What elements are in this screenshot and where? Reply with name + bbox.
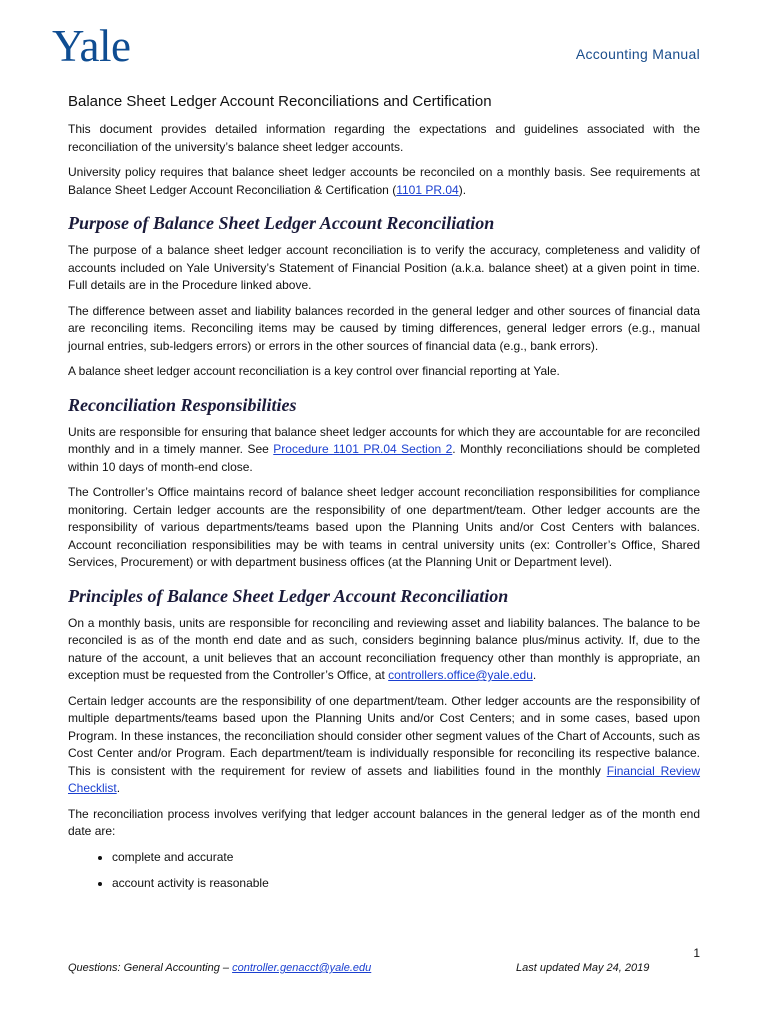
- checklist-link[interactable]: Financial Review Checklist: [68, 763, 701, 795]
- intro-paragraph-2: University policy requires that balance sheet ledger accounts be reconciled on a monthly basis. See requirements at Balance Sheet Ledger Account Reconciliation & Certification (1101 PR.04).: [68, 165, 700, 197]
- controllers-email-link[interactable]: controllers.office@yale.edu: [388, 668, 533, 682]
- last-updated: Last updated May 24, 2019: [516, 962, 650, 974]
- purpose-paragraph-2: The difference between asset and liability balances recorded in the general ledger and other sources of financial data are reconciling items. Reconciling items may be caused by timing differences, general ledger errors (e.g., manual journal entries, sub-ledgers errors) or errors in the other sources of financial data (e.g., bank errors).: [68, 303, 700, 353]
- principles-heading: Principles of Balance Sheet Ledger Account Reconciliation: [68, 585, 509, 606]
- footer: [68, 962, 668, 974]
- document-body: [68, 92, 700, 901]
- policy-link[interactable]: 1101 PR.04: [396, 182, 459, 197]
- document-title: Balance Sheet Ledger Account Reconciliations and Certification: [68, 93, 492, 110]
- responsibilities-paragraph-2: The Controller’s Office maintains record of balance sheet ledger account reconciliation responsibilities for compliance monitoring. Certain ledger accounts are the responsibility of one department/team. Other ledger accounts are the responsibility of various departments/teams based upon the Planning Units and/or Cost Centers with balances. Account reconciliation responsibilities may be with teams in central university units (ex: Controller’s Office, Shared Services, Procurement) or with department business offices (at the Planning Unit or Department level).: [68, 485, 700, 569]
- principles-paragraph-1: On a monthly basis, units are responsible for reconciling and reviewing asset and liability balances. The balance to be reconciled is as of the month end date and as such, considers beginning balance plus/minus activity. If, due to the nature of the account, a unit believes that an account reconciliation frequency other than monthly is appropriate, an exception must be requested from the Controller’s Office, at controllers.office@yale.edu.: [68, 615, 700, 682]
- manual-title: Accounting Manual: [575, 46, 700, 62]
- responsibilities-paragraph-1: Units are responsible for ensuring that balance sheet ledger accounts for which they are accountable for are reconciled monthly and in a timely manner. See Procedure 1101 PR.04 Section 2. Monthly reconciliations should be completed within 10 days of month-end close.: [68, 424, 701, 474]
- verification-list: [68, 849, 700, 892]
- intro-paragraph-1: This document provides detailed information regarding the expectations and guidelines associated with the reconciliation of the university’s balance sheet ledger accounts.: [68, 122, 700, 154]
- footer-questions: Questions: General Accounting –: [68, 962, 233, 974]
- responsibilities-heading: Reconciliation Responsibilities: [68, 394, 297, 415]
- principles-paragraph-2: Certain ledger accounts are the responsibility of one department/team. Other ledger accounts are the responsibility of multiple departments/teams based upon the Planning Units and/or Cost Centers; and in some cases, based upon Program. In these instances, the reconciliation should consider other segment values of the Chart of Accounts, such as Cost Center and/or Program. Each department/team is individually responsible for reconciling its respective balance. This is consistent with the requirement for review of assets and liabilities found in the monthly Financial Review Checklist.: [68, 693, 701, 795]
- purpose-paragraph-1: The purpose of a balance sheet ledger account reconciliation is to verify the accuracy, completeness and validity of accounts included on Yale University’s Statement of Financial Position (a.k.a. balance sheet) at a given point in time. Full details are in the Procedure linked above.: [68, 243, 700, 292]
- page-number: 1: [693, 946, 700, 960]
- procedure-link[interactable]: Procedure 1101 PR.04 Section 2: [273, 442, 453, 456]
- list-item: • account activity is reasonable: [112, 875, 700, 892]
- yale-logo: Yale: [52, 21, 131, 71]
- principles-paragraph-3: The reconciliation process involves verifying that ledger account balances in the general ledger as of the month end date are:: [68, 806, 700, 838]
- purpose-heading: Purpose of Balance Sheet Ledger Account Reconciliation: [68, 213, 495, 233]
- footer-email-link[interactable]: controller.genacct@yale.edu: [232, 962, 372, 974]
- list-item: • complete and accurate: [112, 849, 700, 866]
- purpose-paragraph-3: A balance sheet ledger account reconciliation is a key control over financial reporting at Yale.: [68, 364, 560, 378]
